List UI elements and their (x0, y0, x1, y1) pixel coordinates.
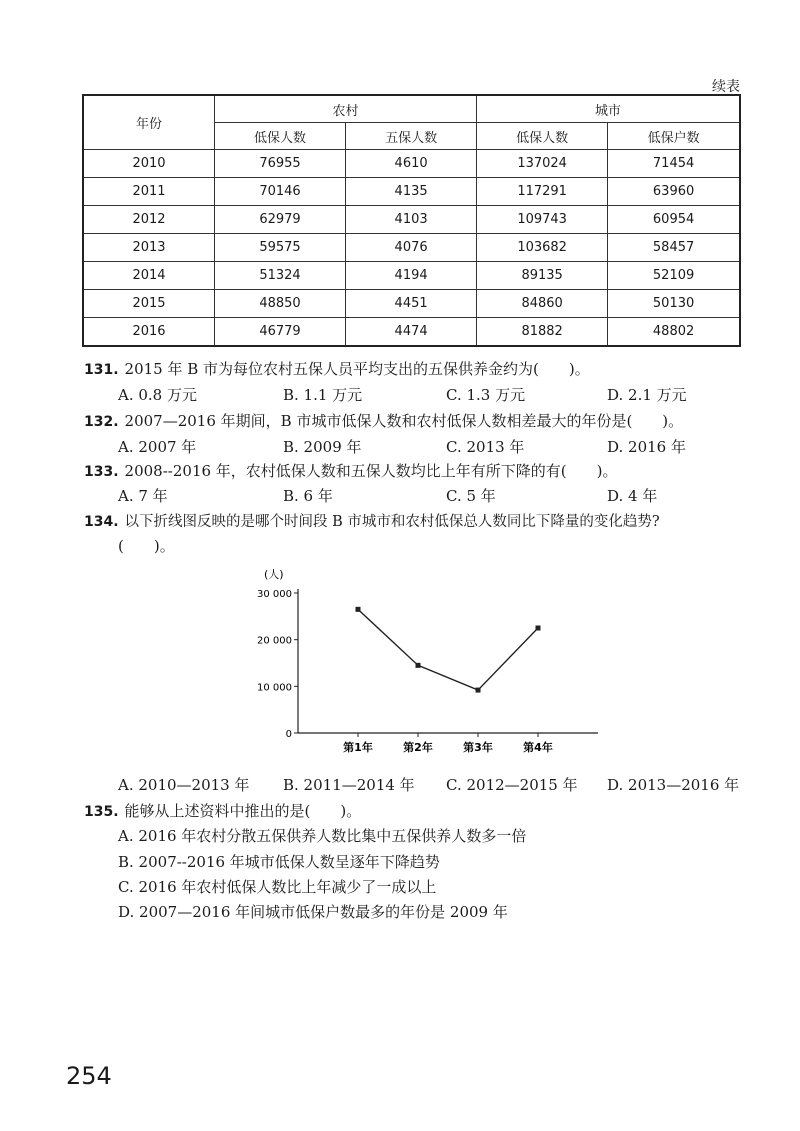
value-cell: 117291 (477, 178, 608, 206)
table-row (83, 234, 740, 262)
year-cell: 2015 (83, 290, 215, 318)
value-cell: 52109 (608, 262, 740, 290)
question-134 (84, 510, 660, 531)
value-cell: 4135 (346, 178, 477, 206)
option-a: A. 0.8 万元 (118, 386, 197, 404)
series-line (358, 609, 538, 690)
year-cell: 2010 (83, 150, 215, 178)
data-table (82, 94, 741, 347)
value-cell: 51324 (215, 262, 346, 290)
option-c: C. 5 年 (446, 487, 496, 505)
data-point (416, 663, 421, 668)
option-c: C. 1.3 万元 (446, 386, 526, 404)
table-row (83, 178, 740, 206)
subheader: 低保人数 (477, 123, 608, 150)
subheader: 低保户数 (608, 123, 740, 150)
subheader: 低保人数 (215, 123, 346, 150)
option-c: C. 2012—2015 年 (446, 776, 578, 794)
value-cell: 4194 (346, 262, 477, 290)
value-cell: 70146 (215, 178, 346, 206)
value-cell: 59575 (215, 234, 346, 262)
line-chart (240, 560, 620, 760)
value-cell: 48850 (215, 290, 346, 318)
value-cell: 137024 (477, 150, 608, 178)
option-a: A. 7 年 (118, 487, 168, 505)
value-cell: 4103 (346, 206, 477, 234)
option-d: D. 2007—2016 年间城市低保户数最多的年份是 2009 年 (118, 903, 508, 921)
data-point (536, 626, 541, 631)
value-cell: 71454 (608, 150, 740, 178)
option-b: B. 2009 年 (283, 438, 362, 456)
table-row (83, 290, 740, 318)
value-cell: 81882 (477, 318, 608, 347)
option-d: D. 2013—2016 年 (607, 776, 740, 794)
value-cell: 50130 (608, 290, 740, 318)
year-cell: 2016 (83, 318, 215, 347)
y-tick-label: 10 000 (257, 682, 292, 694)
option-b: B. 2007--2016 年城市低保人数呈逐年下降趋势 (118, 853, 440, 871)
header-year: 年份 (83, 95, 215, 150)
value-cell: 48802 (608, 318, 740, 347)
question-number: 135. (84, 804, 119, 820)
question-number: 134. (84, 514, 119, 530)
value-cell: 62979 (215, 206, 346, 234)
value-cell: 63960 (608, 178, 740, 206)
question-text: 2007—2016 年期间，B 市城市低保人数和农村低保人数相差最大的年份是( )。 (124, 412, 684, 430)
data-point (476, 688, 481, 693)
value-cell: 4076 (346, 234, 477, 262)
chart-unit-label: (人) (264, 568, 284, 581)
year-cell: 2012 (83, 206, 215, 234)
question-number: 133. (84, 464, 119, 480)
option-d: D. 4 年 (607, 487, 658, 505)
value-cell: 4474 (346, 318, 477, 347)
value-cell: 4451 (346, 290, 477, 318)
question-134-blank: ( )。 (118, 537, 175, 555)
y-tick-label: 30 000 (257, 589, 292, 600)
option-c: C. 2016 年农村低保人数比上年减少了一成以上 (118, 878, 437, 896)
x-tick-label: 第4年 (523, 741, 553, 754)
table-row (83, 150, 740, 178)
data-point (356, 607, 361, 612)
value-cell: 76955 (215, 150, 346, 178)
question-132 (84, 410, 683, 431)
value-cell: 60954 (608, 206, 740, 234)
value-cell: 4610 (346, 150, 477, 178)
year-cell: 2013 (83, 234, 215, 262)
subheader: 五保人数 (346, 123, 477, 150)
value-cell: 89135 (477, 262, 608, 290)
option-c: C. 2013 年 (446, 438, 525, 456)
option-b: B. 6 年 (283, 487, 333, 505)
option-b: B. 2011—2014 年 (283, 776, 415, 794)
table-row (83, 262, 740, 290)
option-a: A. 2007 年 (118, 438, 197, 456)
header-rural: 农村 (215, 95, 477, 123)
value-cell: 84860 (477, 290, 608, 318)
table-row (83, 206, 740, 234)
y-tick-label: 0 (285, 729, 292, 740)
question-133 (84, 460, 618, 481)
header-urban: 城市 (477, 95, 740, 123)
question-number: 131. (84, 362, 119, 378)
question-text: 以下折线图反映的是哪个时间段 B 市城市和农村低保总人数同比下降量的变化趋势? (124, 514, 660, 530)
option-a: A. 2010—2013 年 (118, 776, 250, 794)
value-cell: 58457 (608, 234, 740, 262)
option-d: D. 2.1 万元 (607, 386, 687, 404)
option-b: B. 1.1 万元 (283, 386, 363, 404)
option-d: D. 2016 年 (607, 438, 686, 456)
value-cell: 103682 (477, 234, 608, 262)
x-tick-label: 第2年 (403, 741, 433, 754)
x-tick-label: 第3年 (463, 741, 493, 754)
table-row (83, 318, 740, 347)
question-131 (84, 358, 590, 379)
x-tick-label: 第1年 (343, 741, 373, 754)
year-cell: 2011 (83, 178, 215, 206)
continued-table-label: 续表 (712, 79, 740, 95)
option-a: A. 2016 年农村分散五保供养人数比集中五保供养人数多一倍 (118, 827, 527, 845)
page-number: 254 (66, 1062, 112, 1090)
question-text: 2008--2016 年，农村低保人数和五保人数均比上年有所下降的有( )。 (124, 462, 618, 480)
value-cell: 46779 (215, 318, 346, 347)
year-cell: 2014 (83, 262, 215, 290)
question-text: 能够从上述资料中推出的是( )。 (124, 802, 362, 820)
y-tick-label: 20 000 (257, 635, 292, 647)
question-135 (84, 800, 361, 821)
question-number: 132. (84, 414, 119, 430)
value-cell: 109743 (477, 206, 608, 234)
question-text: 2015 年 B 市为每位农村五保人员平均支出的五保供养金约为( )。 (124, 360, 590, 378)
